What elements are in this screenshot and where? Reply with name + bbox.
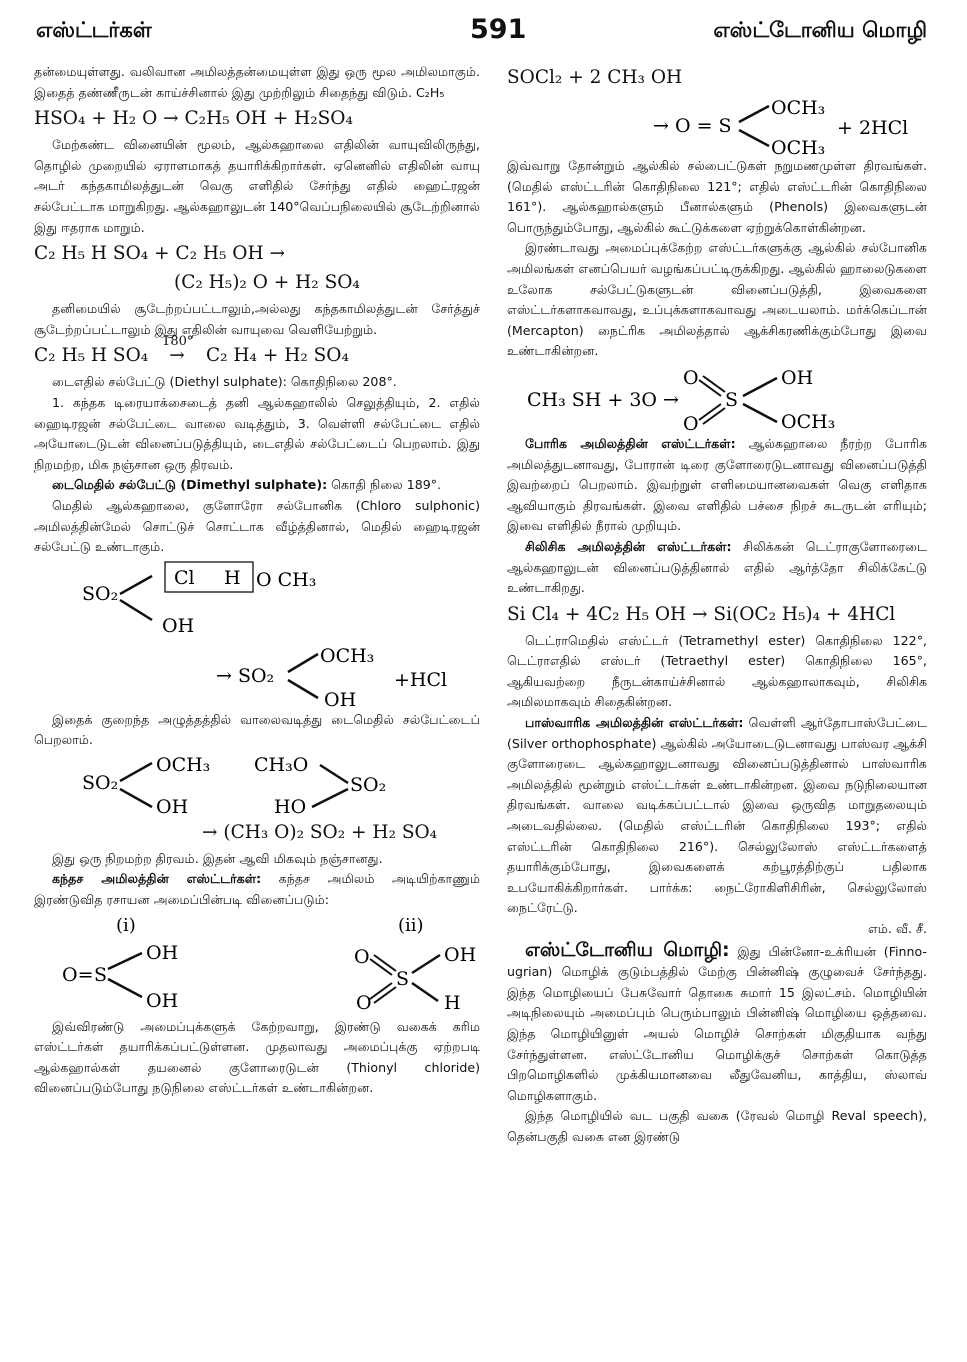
entry-heading: எஸ்ட்டோனிய மொழி: bbox=[525, 938, 730, 961]
diagram-dimethyl-sulphite bbox=[507, 94, 927, 156]
paragraph: இதைக் குறைந்த அழுத்தத்தில் வாலைவடித்து டைமெதில் சல்பேட்டைப் பெறலாம். bbox=[34, 711, 480, 748]
left-column bbox=[34, 62, 480, 1099]
formula-label: SO₂ bbox=[350, 773, 387, 796]
formula-label: OCH₃ bbox=[771, 137, 826, 156]
header-left-title: எஸ்ட்டர்கள் bbox=[36, 18, 152, 42]
equation-rhs: C₂ H₄ + H₂ SO₄ bbox=[205, 345, 349, 367]
page-number: 591 bbox=[470, 14, 527, 45]
text: கந்தச அமிலம் அடியிற்காணும் இரண்டுவித ரசாயன அமைப்பின்படி வினைப்படும்: bbox=[34, 871, 480, 908]
paragraph bbox=[34, 475, 480, 496]
equation-ethylene bbox=[34, 334, 480, 369]
author-signature: எம். வீ. சீ. bbox=[867, 921, 927, 936]
diagram-methanesulphonic bbox=[507, 362, 927, 434]
formula-label: OH bbox=[162, 614, 195, 637]
text: வெள்ளி ஆர்தோபாஸ்பேட்டை (Silver orthophosphate) ஆல்கில் அயோடைடுடனாவது பாஸ்வர ஆக்சி குளோரைடை ஆல்கஹாலுடனாவது வினைப்படுத்தினால் பாஸ்வாரிக அமிலத்தில் மூன்றும் எஸ்ட்டர்கள் உண்டாகின்றன. இவை நடுநிலையான திரவங்கள். வாலை வடிக்கப்பட்டால் இவை ஒருவித மாறுதலையும் அடைவதில்லை. (மெதில் எஸ்ட்டரின் கொதிநிலை 193°; எதில் எஸ்ட்டரின் கொதிநிலை 216°). செல்லுலோஸ் எஸ்ட்டர்களைத் தயாரிக்கும்போது, இவைகளைக் கற்பூரத்திற்குப் பதிலாக உபயோகிக்கிறார்கள். பார்க்க: நைட்ரோகிளிசிரின், செல்லுலோஸ் நைட்ரேட்டு. bbox=[507, 715, 927, 916]
diagram-chlorosulphonic bbox=[34, 558, 480, 642]
formula-label: H bbox=[444, 991, 461, 1014]
right-column bbox=[507, 62, 927, 1148]
paragraph bbox=[34, 869, 480, 910]
formula-label: → O = S bbox=[653, 115, 732, 137]
text: இது பின்னோ-உக்ரியன் (Finno-ugrian) மொழிக் குடும்பத்தில் மேற்கு பின்னிஷ் குழுவைச் சேர்ந்தது. இந்த மொழியைப் பேசுவோர் தொகை சுமார் 15 இலட்சம். மொழியின் அடிநிலையும் அமைப்பும் பெரும்பாலும் பின்னிஷ் மொழியை ஒத்தவை. இந்த மொழியினுள் அயல் மொழிச் சொற்கள் மிகுதியாக வந்து சேர்ந்துள்ளன. எஸ்ட்டோனிய மொழிக்குச் சொற்கள் கொடுத்த பிறமொழிகளில் முக்கியமானவை லீதுவேனிய, காத்திய, ஸ்லாவ் மொழிகளாகும். bbox=[507, 943, 927, 1103]
formula-label: O bbox=[683, 366, 699, 389]
equation-thionyl: SOCl₂ + 2 CH₃ OH bbox=[507, 67, 683, 88]
formula-label: OH bbox=[146, 941, 179, 964]
formula-label: Cl bbox=[174, 566, 195, 589]
formula-label: OCH₃ bbox=[771, 97, 826, 119]
subheading: டைமெதில் சல்பேட்டு (Dimethyl sulphate): bbox=[52, 477, 328, 493]
paragraph: இரண்டாவது அமைப்புக்கேற்ற எஸ்ட்டர்களுக்கு ஆல்கில் சல்போனிக அமிலங்கள் எனப்பெயர் வழங்கப்பட்டிருக்கிறது. ஆல்கில் ஹாலைடுகளை உலோக சல்பேட்டுகளுடன் வினைப்படுத்தி, இவைகளை எஸ்ட்டர்களாகவாவது, உப்புக்களாகவாவது அடையலாம். மர்க்கெப்டான் (Mercapton) நைட்ரிக அமிலத்தால் ஆக்சிகரணிக்கும்போது இவை உண்டாகின்றன. bbox=[507, 240, 927, 359]
header-right-title: எஸ்ட்டோனிய மொழி bbox=[713, 18, 927, 42]
reaction-temperature: 180° bbox=[162, 334, 194, 350]
paragraph: தன்மையுள்ளது. வலிவான அமிலத்தன்மையுள்ள இது ஒரு மூல அமிலமாகும். இதைத் தண்ணீருடன் காய்ச்சினால் இது முற்றிலும் சிதைந்து விடும். C₂H₅ bbox=[34, 64, 480, 100]
formula-label: S bbox=[94, 963, 108, 986]
text: ஆல்கஹாலை நீரற்ற போரிக அமிலத்துடனாவது, போரான் டிரை குளோரைடுடனாவது வினைப்படுத்தி இவற்றைப் பெறலாம். இவற்றுள் எளிமையானவைகள் வெகு எளிதாக ஆவியாகும் திரவங்கள். இவை எளிதில் பச்சை நிறச் சுடருடன் எரியும்; இவை எளிதில் நீரால் முறியும். bbox=[507, 435, 927, 534]
paragraph: இவ்வாறு தோன்றும் ஆல்கில் சல்பைட்டுகள் நறுமணமுள்ள திரவங்கள். (மெதில் எஸ்ட்டரின் கொதிநிலை 121°; எதில் எஸ்ட்டரின் கொதிநிலை 161°). ஆல்கஹால்களும் பீனால்களும் (Phenols) இவைகளுடன் பொருந்தும்போது, ஆல்கில் கூட்டுக்களை ஏற்றுக்கொள்கின்றன. bbox=[507, 158, 927, 235]
equation-lhs: C₂ H₅ H SO₄ bbox=[34, 345, 149, 367]
subheading: போரிக அமிலத்தின் எஸ்ட்டர்கள்: bbox=[525, 435, 736, 451]
formula-label: CH₃ SH + 3O → bbox=[527, 388, 679, 411]
diagram-methyl-hydrogen-sulphate bbox=[34, 642, 480, 710]
formula-label: O bbox=[354, 945, 370, 968]
formula-label: S bbox=[396, 967, 410, 990]
formula-label: O CH₃ bbox=[256, 568, 317, 591]
paragraph: இவ்விரண்டு அமைப்புக்களுக் கேற்றவாறு, இரண்டு வகைக் கரிம எஸ்ட்டர்கள் தயாரிக்கப்பட்டுள்ளன. முதலாவது அமைப்புக்கு ஏற்றபடி ஆல்கஹால்கள் தயனைல் குளோரைடுடன் (Thionyl chloride) வினைப்படும்போது நடுநிலை எஸ்ட்டர்கள் உண்டாகின்றன. bbox=[34, 1018, 480, 1096]
paragraph: இது ஒரு நிறமற்ற திரவம். இதன் ஆவி மிகவும் நஞ்சானது. bbox=[52, 850, 383, 866]
formula-label: O bbox=[683, 412, 699, 434]
diagram-dimethyl-sulphate bbox=[34, 751, 480, 817]
equation-ethanol: HSO₄ + H₂ O → C₂H₅ OH + H₂SO₄ bbox=[34, 108, 353, 130]
formula-label: S bbox=[725, 388, 739, 411]
text: சிலிக்கன் டெட்ராகுளோரைடை ஆல்கஹாலுடன் வினைப்படுத்தினால் எதில் ஆர்த்தோ சிலிக்கேட்டு உண்டாகிறது. bbox=[507, 538, 927, 596]
paragraph: 1. கந்தக டிரையாக்சைடைத் தனி ஆல்கஹாலில் செலுத்தியும், 2. எதில் ஹைடிரஜன் சல்பேட்டை வாலை வடித்தும், 3. வெள்ளி சல்பேட்டை எதில் அயோடைடுடன் வினைப்படுத்தியும், டைஎதில் சல்பேட்டைப் பெறலாம். இது நிறமற்ற, மிக நஞ்சான ஒரு திரவம். bbox=[34, 394, 480, 472]
formula-label: OH bbox=[781, 366, 814, 389]
paragraph: மேற்கண்ட வினையின் மூலம், ஆல்கஹாலை எதிலின் வாயுவிலிருந்து, தொழில் முறையில் ஏராளமாகத் தயாரிக்கிறார்கள். ஏனெனில் எதிலின் வாயு அடர் கந்தகாமிலத்துடன் வெகு எளிதில் சேர்ந்து எதில் ஹைட்ரஜன் சல்பேட்டாக மாறுகிறது. ஆல்கஹாலுடன் 140°வெப்பநிலையில் சூடேற்றினால் இது ஈதராக மாறும். bbox=[34, 137, 480, 235]
paragraph bbox=[507, 537, 927, 599]
formula-label: HO bbox=[274, 795, 307, 817]
formula-label: OH bbox=[146, 989, 179, 1012]
paragraph: டெட்ராமெதில் எஸ்ட்டர் (Tetramethyl ester) கொதிநிலை 122°, டெட்ராஎதில் எஸ்டர் (Tetraethyl ester) கொதிநிலை 165°, ஆகியவற்றை நீருடன்காய்ச்சினால் ஆல்கஹாலாகவும், சிலிசிக அமிலமாகவும் சிதைகின்றன. bbox=[507, 632, 927, 710]
paragraph bbox=[507, 434, 927, 537]
formula-label: OH bbox=[324, 688, 357, 710]
paragraph: மெதில் ஆல்கஹாலை, குளோரோ சல்போனிக (Chloro sulphonic) அமிலத்தின்மேல் சொட்டுச் சொட்டாக வீழ்த்தினால், மெதில் ஹைடிரஜன் சல்பேட்டு உண்டாகும். bbox=[34, 497, 480, 555]
formula-label: CH₃O bbox=[254, 753, 309, 776]
formula-label: OH bbox=[444, 943, 477, 966]
formula-label: → SO₂ bbox=[216, 664, 275, 687]
text: கொதி நிலை 189°. bbox=[331, 477, 442, 493]
paragraph: தனிமையில் சூடேற்றப்பட்டாலும்,அல்லது கந்தகாமிலத்துடன் சேர்த்துச் சூடேற்றப்பட்டாலும் இது எதிலின் வாயுவை வெளியேற்றும். bbox=[34, 301, 480, 337]
formula-label: O= bbox=[62, 963, 94, 986]
page-header bbox=[0, 14, 967, 48]
subheading: சிலிசிக அமிலத்தின் எஸ்ட்டர்கள்: bbox=[525, 538, 732, 554]
paragraph: இந்த மொழியில் வட பகுதி வகை (ரேவல் மொழி Reval speech), தென்பகுதி வகை என இரண்டு bbox=[507, 1108, 927, 1144]
equation-dimethyl-sulphate: → (CH₃ O)₂ SO₂ + H₂ SO₄ bbox=[202, 821, 438, 843]
equation-ether-a: C₂ H₅ H SO₄ + C₂ H₅ OH → bbox=[34, 243, 285, 265]
formula-label: +HCl bbox=[394, 668, 448, 691]
formula-label: SO₂ bbox=[82, 582, 119, 605]
formula-label: SO₂ bbox=[82, 771, 119, 794]
subheading: கந்தச அமிலத்தின் எஸ்ட்டர்கள்: bbox=[52, 871, 262, 887]
equation-silicate: Si Cl₄ + 4C₂ H₅ OH → Si(OC₂ H₅)₄ + 4HCl bbox=[507, 603, 896, 625]
structure-label-i: (i) bbox=[116, 914, 136, 936]
formula-label: O bbox=[356, 991, 372, 1014]
equation-ether-b: (C₂ H₅)₂ O + H₂ SO₄ bbox=[174, 272, 360, 294]
structure-label-ii: (ii) bbox=[398, 914, 424, 936]
paragraph bbox=[507, 713, 927, 919]
formula-label: + 2HCl bbox=[837, 117, 909, 139]
subheading: பாஸ்வாரிக அமிலத்தின் எஸ்ட்டர்கள்: bbox=[525, 715, 744, 731]
formula-label: OCH₃ bbox=[320, 644, 375, 667]
formula-label: OCH₃ bbox=[781, 410, 836, 433]
paragraph bbox=[507, 940, 927, 1107]
arrow-icon: → bbox=[169, 345, 185, 367]
formula-label: OCH₃ bbox=[156, 753, 211, 776]
formula-label: OH bbox=[156, 795, 189, 817]
diagram-sulphurous-acid-forms bbox=[34, 911, 480, 1017]
paragraph: டைஎதில் சல்பேட்டு (Diethyl sulphate): கொதிநிலை 208°. bbox=[52, 374, 397, 390]
formula-label: H bbox=[224, 566, 241, 589]
